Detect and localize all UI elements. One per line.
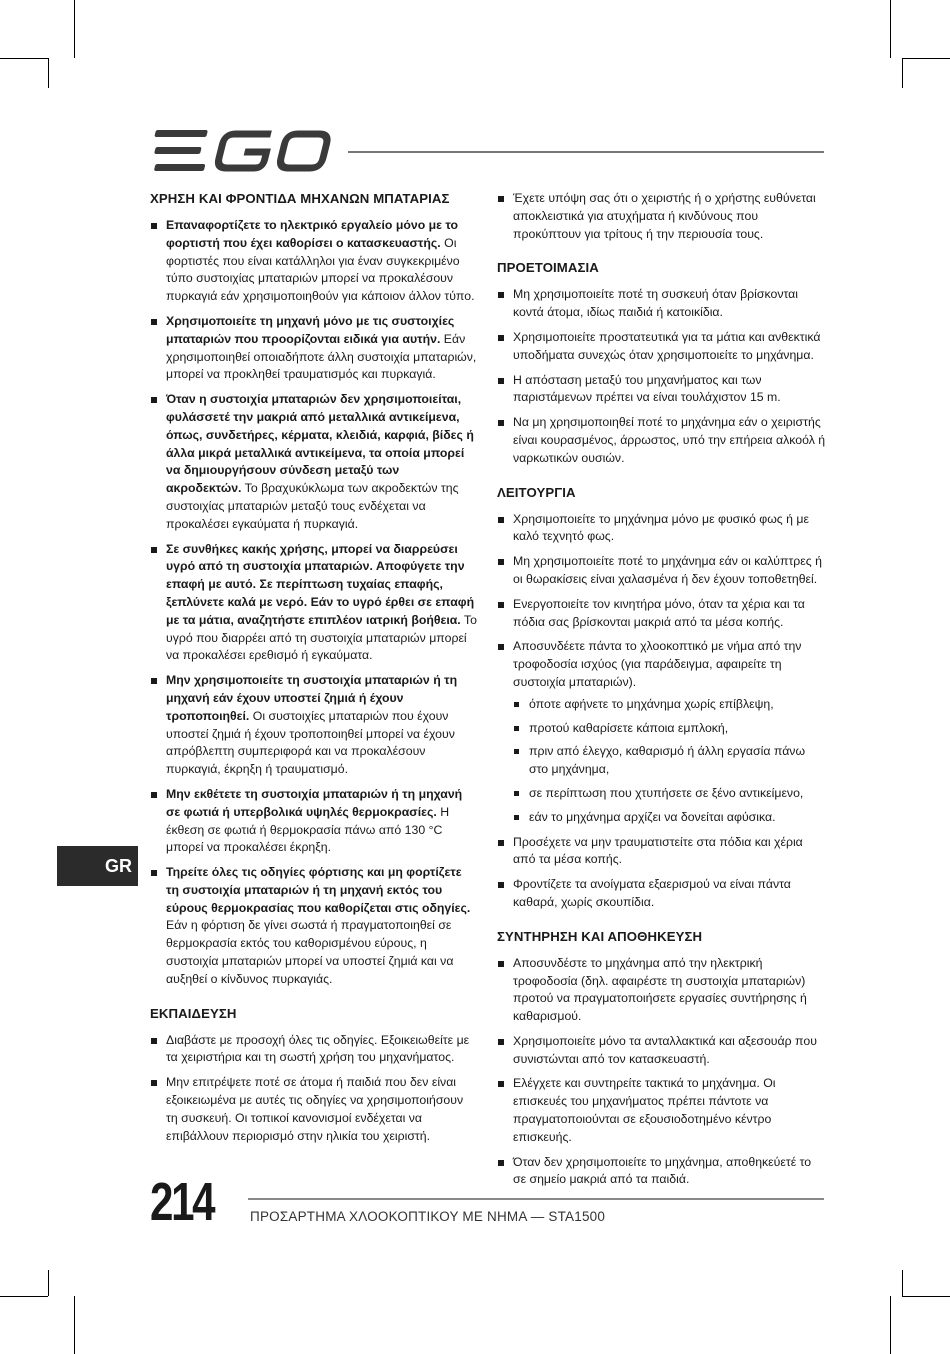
body-text: Οι συστοιχίες μπαταριών που έχουν υποστεί ζημιά ή έχουν τροποποιηθεί μπορεί να έχουν απρόβλεπτη συμπεριφορά και να προκαλέσουν πυρκαγιά, έκρηξη ή τραυματισμό. [166,708,455,777]
sub-list-item: όποτε αφήνετε το μηχάνημα χωρίς επίβλεψη, [513,696,827,714]
list-item [150,1032,478,1068]
crop-mark [890,0,891,58]
list-item [497,638,827,826]
list-item: Έχετε υπόψη σας ότι ο χειριστής ή ο χρήστης ευθύνεται αποκλειστικά για ατυχήματα ή κινδύνους που προκύπτουν για τρίτους ή την περιουσία τους. [497,190,827,243]
crop-mark [48,1270,49,1296]
list-item [150,217,478,306]
section-intro [497,190,827,243]
list-item: Μη χρησιμοποιείτε ποτέ το μηχάνημα εάν οι καλύπτρες ή οι θωρακίσεις είναι χαλασμένα ή δεν έχουν τοποθετηθεί. [497,553,827,589]
sub-list-item: προτού καθαρίσετε κάποια εμπλοκή, [513,720,827,738]
footer-title: ΠΡΟΣΑΡΤΗΜΑ ΧΛΟΟΚΟΠΤΙΚΟΥ ΜΕ ΝΗΜΑ — STA1500 [250,1209,606,1224]
bullet-list [150,217,478,989]
crop-mark [902,58,903,88]
page-number: 214 [150,1172,214,1232]
crop-mark [890,1296,891,1354]
bullet-list [497,190,827,243]
section-heading: ΣΥΝΤΗΡΗΣΗ ΚΑΙ ΑΠΟΘΗΚΕΥΣΗ [497,928,703,944]
bullet-list [497,955,827,1190]
sub-list-item: σε περίπτωση που χτυπήσετε σε ξένο αντικείμενο, [513,785,827,803]
list-item [150,313,478,384]
list-item [150,541,478,666]
list-item [150,864,478,989]
crop-mark [74,0,75,58]
crop-mark [0,1296,48,1297]
right-column [497,190,827,1205]
sub-list-item: εάν το μηχάνημα αρχίζει να δονείται αφύσικα. [513,809,827,827]
list-item: Φροντίζετε τα ανοίγματα εξαερισμού να είναι πάντα καθαρά, χωρίς σκουπίδια. [497,876,827,912]
bold-text: Χρησιμοποιείτε τη μηχανή μόνο με τις συστοιχίες μπαταριών που προορίζονται ειδικά για αυτήν. [166,313,455,346]
bold-text: Τηρείτε όλες τις οδηγίες φόρτισης και μη φορτίζετε τη συστοιχία μπαταριών ή τη μηχανή εκτός του εύρους θερμοκρασίας που καθορίζεται στις οδηγίες. [166,865,471,915]
section-heading: ΠΡΟΕΤΟΙΜΑΣΙΑ [497,260,599,276]
body-text: Εάν η φόρτιση δε γίνει σωστά ή πραγματοποιηθεί σε θερμοκρασία εκτός του καθορισμένου εύρους, η συστοιχία μπαταριών μπορεί να υποστεί ζημιά και να αυξηθεί ο κίνδυνος πυρκαγιάς. [166,918,454,986]
list-item [150,672,478,779]
language-tab: GR [57,846,138,886]
bold-text: Όταν η συστοιχία μπαταριών δεν χρησιμοποιείται, φυλάσσετέ την μακριά από μεταλλικά αντικείμενα, όπως, συνδετήρες, κέρματα, κλειδιά, καρφιά, βίδες ή άλλα μικρά μεταλλικά αντικείμενα, τα οποία μπορεί να δημιουργήσουν σύνδεση μεταξύ των ακροδεκτών. [166,392,474,496]
list-item: Μη χρησιμοποιείτε ποτέ τη συσκευή όταν βρίσκονται κοντά άτομα, ιδίως παιδιά ή κατοικίδια. [497,286,827,322]
crop-mark [74,1296,75,1354]
section-maintenance [497,928,827,1190]
header-rule [348,151,824,153]
section-preparation [497,259,827,467]
bullet-list [497,511,827,912]
section-battery-care [150,190,478,989]
list-item: Η απόσταση μεταξύ του μηχανήματος και των παριστάμενων πρέπει να είναι τουλάχιστον 15 m. [497,372,827,408]
body-text: Το βραχυκύκλωμα των ακροδεκτών της συστοιχίας μπαταριών μεταξύ τους ενδέχεται να προκαλέσει εγκαύματα ή πυρκαγιά. [166,481,459,531]
bold-text: Σε συνθήκες κακής χρήσης, μπορεί να διαρρεύσει υγρό από τη συστοιχία μπαταριών. Αποφύγετε την επαφή με αυτό. Σε περίπτωση τυχαίας επαφής, ξεπλύνετε καλά με νερό. Εάν το υγρό έρθει σε επαφή με τα μάτια, αναζητήστε επιπλέον ιατρική βοήθεια. [166,541,475,627]
crop-mark [0,58,48,59]
list-item: Αποσυνδέστε το μηχάνημα από την ηλεκτρική τροφοδοσία (δηλ. αφαιρέστε τη συστοιχία μπαταριών) προτού να πραγματοποιήσετε εργασίες συντήρησης ή καθαρισμού. [497,955,827,1026]
sub-bullet-list [513,696,827,827]
footer-rule [248,1198,824,1200]
section-operation [497,484,827,912]
body-text: Μην επιτρέψετε ποτέ σε άτομα ή παιδιά που δεν είναι εξοικειωμένα με αυτές τις οδηγίες να χρησιμοποιήσουν τη συσκευή. Οι τοπικοί κανονισμοί ενδέχεται να επιβάλλουν περιορισμό στην ηλικία του χειριστή. [166,1075,464,1143]
list-item: Ενεργοποιείτε τον κινητήρα μόνο, όταν τα χέρια και τα πόδια σας βρίσκονται μακριά από τα μέσα κοπής. [497,596,827,632]
crop-mark [902,1296,950,1297]
sub-list-item: πριν από έλεγχο, καθαρισμό ή άλλη εργασία πάνω στο μηχάνημα, [513,743,827,779]
bold-text: Μην εκθέτετε τη συστοιχία μπαταριών ή τη μηχανή σε φωτιά ή υπερβολικά υψηλές θερμοκρασίες. [166,786,463,819]
section-heading: ΧΡΗΣΗ ΚΑΙ ΦΡΟΝΤΙΔΑ ΜΗΧΑΝΩΝ ΜΠΑΤΑΡΙΑΣ [150,191,450,206]
list-item: Χρησιμοποιείτε προστατευτικά για τα μάτια και ανθεκτικά υποδήματα συνεχώς όταν χρησιμοποιείτε το μηχάνημα. [497,329,827,365]
list-item [150,391,478,533]
bullet-list [497,286,827,467]
body-text: Η έκθεση σε φωτιά ή θερμοκρασία πάνω από 130 °C μπορεί να προκαλέσει έκρηξη. [166,804,450,855]
list-item: Προσέχετε να μην τραυματιστείτε στα πόδια και χέρια από τα μέσα κοπής. [497,834,827,870]
bullet-list [150,1032,478,1146]
list-item: Να μη χρησιμοποιηθεί ποτέ το μηχάνημα εάν ο χειριστής είναι κουρασμένος, άρρωστος, υπό την επήρεια αλκοόλ ή ναρκωτικών ουσιών. [497,414,827,467]
body-text: Το υγρό που διαρρέει από τη συστοιχία μπαταριών μπορεί να προκαλέσει ερεθισμό ή εγκαύματα. [166,612,477,663]
section-heading: ΛΕΙΤΟΥΡΓΙΑ [497,484,576,500]
list-item [150,1074,478,1145]
list-item: Όταν δεν χρησιμοποιείτε το μηχάνημα, αποθηκεύετέ το σε σημείο μακριά από τα παιδιά. [497,1154,827,1190]
body-text: Αποσυνδέετε πάντα το χλοοκοπτικό με νήμα από την τροφοδοσία ισχύος (για παράδειγμα, αφαιρείτε τη συστοιχία μπαταριών). [513,639,802,689]
list-item: Χρησιμοποιείτε μόνο τα ανταλλακτικά και αξεσουάρ που συνιστώνται από τον κατασκευαστή. [497,1033,827,1069]
body-text: Διαβάστε με προσοχή όλες τις οδηγίες. Εξοικειωθείτε με τα χειριστήρια και τη σωστή χρήση του μηχανήματος. [166,1032,470,1065]
list-item: Χρησιμοποιείτε το μηχάνημα μόνο με φυσικό φως ή με καλό τεχνητό φως. [497,511,827,547]
ego-logo [150,130,332,172]
list-item [150,786,478,857]
crop-mark [48,58,49,88]
crop-mark [902,1270,903,1296]
left-column [150,190,478,1161]
body-text: Εάν χρησιμοποιηθεί οποιαδήποτε άλλη συστοιχία μπαταριών, μπορεί να προκληθεί τραυματισμός και πυρκαγιά. [166,331,477,382]
section-heading: ΕΚΠΑΙΔΕΥΣΗ [150,1005,237,1021]
bold-text: Μην χρησιμοποιείτε τη συστοιχία μπαταριών ή τη μηχανή εάν έχουν υποστεί ζημιά ή έχουν τροποποιηθεί. [166,673,458,723]
crop-mark [902,58,950,59]
section-training [150,1005,478,1146]
body-text: Οι φορτιστές που είναι κατάλληλοι για έναν συγκεκριμένο τύπο συστοιχίας μπαταριών μπορεί να προκαλέσουν πυρκαγιά εάν χρησιμοποιηθούν για κάποιον άλλον τύπο. [166,235,475,304]
list-item: Ελέγχετε και συντηρείτε τακτικά το μηχάνημα. Οι επισκευές του μηχανήματος πρέπει πάντοτε να πραγματοποιούνται σε εξουσιοδοτημένο κέντρο επισκευής. [497,1075,827,1146]
bold-text: Επαναφορτίζετε το ηλεκτρικό εργαλείο μόνο με το φορτιστή που έχει καθορίσει ο κατασκευαστής. [166,218,459,250]
